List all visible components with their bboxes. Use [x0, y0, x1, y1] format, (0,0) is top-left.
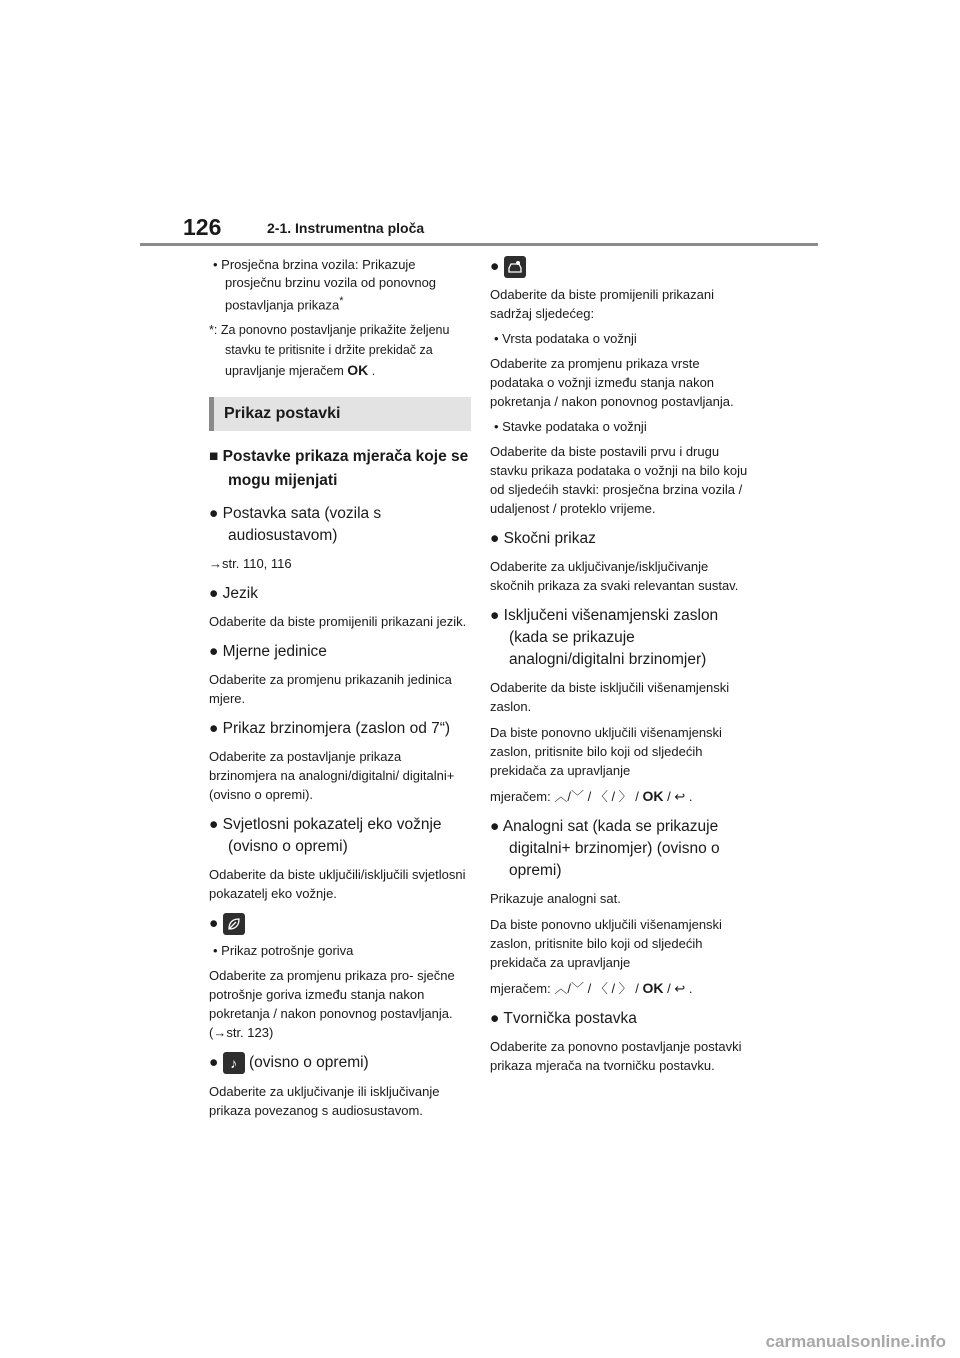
- mid-desc-1: Odaberite da biste isključili višenamjenski zaslon.: [490, 680, 730, 715]
- eco-desc: Odaberite da biste uključili/isključili svjetlosni pokazatelj eko vožnje.: [209, 867, 466, 902]
- music-note-icon: ♪: [223, 1052, 245, 1074]
- left-arrow-icon: 〈: [594, 789, 608, 805]
- subsection-heading: ■ Postavke prikaza mjerača koje se mogu mijenjati: [209, 448, 469, 490]
- page-number: 126: [183, 214, 222, 240]
- car-desc: Odaberite da biste promijenili prikazani sadržaj sljedećeg:: [490, 287, 715, 322]
- clock-ref: →str. 110, 116: [209, 556, 292, 572]
- fuel-bullet: • Prikaz potrošnje goriva: [213, 943, 354, 959]
- right-arrow-icon: 〉: [618, 981, 632, 997]
- ok-button-symbol: OK: [642, 788, 664, 805]
- footnote-mark: *: [339, 295, 344, 307]
- drive-data-type-desc: Odaberite za promjenu prikaza vrste podataka o vožnji između stanja nakon pokretanja / nakon ponovnog postavljanja.: [490, 356, 734, 410]
- item-units: ● Mjerne jedinice: [209, 643, 327, 661]
- item-car-info: ●: [490, 256, 752, 278]
- up-arrow-icon: ︿: [554, 981, 568, 997]
- settings-box-title: Prikaz postavki: [209, 397, 471, 431]
- section-title: 2-1. Instrumentna ploča: [267, 220, 425, 236]
- item-leaf: ●: [209, 913, 471, 935]
- avg-speed-bullet: • Prosječna brzina vozila: Prikazuje prosječnu brzinu vozila od ponovnog postavljanja prikaza*: [213, 257, 437, 313]
- item-mid-off: ● Isključeni višenamjenski zaslon (kada se prikazuje analogni/digitalni brzinomjer): [490, 607, 719, 669]
- header-rule: [140, 243, 818, 246]
- ok-button-symbol: OK: [347, 362, 369, 379]
- down-arrow-icon: ﹀: [570, 981, 584, 997]
- units-desc: Odaberite za promjenu prikazanih jedinica mjere.: [209, 672, 452, 707]
- footnote: *: Za ponovno postavljanje prikažite željenu stavku te pritisnite i držite prekidač za upravljanje mjeračem OK .: [209, 323, 450, 379]
- item-eco-indicator: ● Svjetlosni pokazatelj eko vožnje (ovisno o opremi): [209, 816, 442, 856]
- language-desc: Odaberite da biste promijenili prikazani jezik.: [209, 614, 467, 630]
- audio-desc: Odaberite za uključivanje ili isključivanje prikaza povezanog s audiosustavom.: [209, 1083, 440, 1118]
- analog-desc-1: Prikazuje analogni sat.: [490, 891, 621, 907]
- item-clock: ● Postavka sata (vozila s audiosustavom): [209, 505, 382, 545]
- analog-switches: mjeračem: ︿/﹀ / 〈 / 〉 / OK / ↩ .: [490, 980, 693, 997]
- item-popup: ● Skočni prikaz: [490, 530, 596, 548]
- right-arrow-icon: 〉: [618, 789, 632, 805]
- item-audio: ● ♪ (ovisno o opremi): [209, 1052, 471, 1074]
- mid-desc-2: Da biste ponovno uključili višenamjenski zaslon, pritisnite bilo koji od sljedećih prekidača za upravljanje: [490, 725, 722, 779]
- back-icon: ↩: [674, 789, 686, 805]
- fuel-desc: Odaberite za promjenu prikaza pro- sječne potrošnje goriva između stanja nakon pokretanja / nakon ponovnog postavljanja. (→str. 123): [209, 968, 455, 1041]
- left-column: [209, 256, 471, 1127]
- popup-desc: Odaberite za uključivanje/isključivanje skočnih prikaza za svaki relevantan sustav.: [490, 559, 739, 594]
- right-column: [490, 256, 752, 1082]
- analog-desc-2: Da biste ponovno uključili višenamjenski zaslon, pritisnite bilo koji od sljedećih prekidača za upravljanje: [490, 917, 722, 971]
- item-factory-reset: ● Tvornička postavka: [490, 1010, 637, 1028]
- drive-data-items-bullet: • Stavke podataka o vožnji: [494, 419, 647, 435]
- speedometer-desc: Odaberite za postavljanje prikaza brzinomjera na analogni/digitalni/ digitalni+ (ovisno o opremi).: [209, 749, 455, 803]
- up-arrow-icon: ︿: [554, 789, 568, 805]
- left-arrow-icon: 〈: [594, 981, 608, 997]
- ok-button-symbol: OK: [642, 980, 664, 997]
- mid-switches: mjeračem: ︿/﹀ / 〈 / 〉 / OK / ↩ .: [490, 788, 693, 805]
- car-info-icon: [504, 256, 526, 278]
- down-arrow-icon: ﹀: [570, 789, 584, 805]
- drive-data-items-desc: Odaberite da biste postavili prvu i drugu stavku prikaza podataka o vožnji na bilo koju od sljedećih stavki: prosječna brzina vozila / udaljenost / proteklo vrijeme.: [490, 444, 748, 517]
- watermark: carmanualsonline.info: [765, 1332, 946, 1351]
- factory-desc: Odaberite za ponovno postavljanje postavki prikaza mjerača na tvorničku postavku.: [490, 1039, 742, 1074]
- drive-data-type-bullet: • Vrsta podataka o vožnji: [494, 331, 637, 347]
- leaf-icon: [223, 913, 245, 935]
- item-analog-clock: ● Analogni sat (kada se prikazuje digitalni+ brzinomjer) (ovisno o opremi): [490, 818, 720, 880]
- item-speedometer: ● Prikaz brzinomjera (zaslon od 7“): [209, 720, 451, 738]
- item-language: ● Jezik: [209, 585, 258, 603]
- back-icon: ↩: [674, 981, 686, 997]
